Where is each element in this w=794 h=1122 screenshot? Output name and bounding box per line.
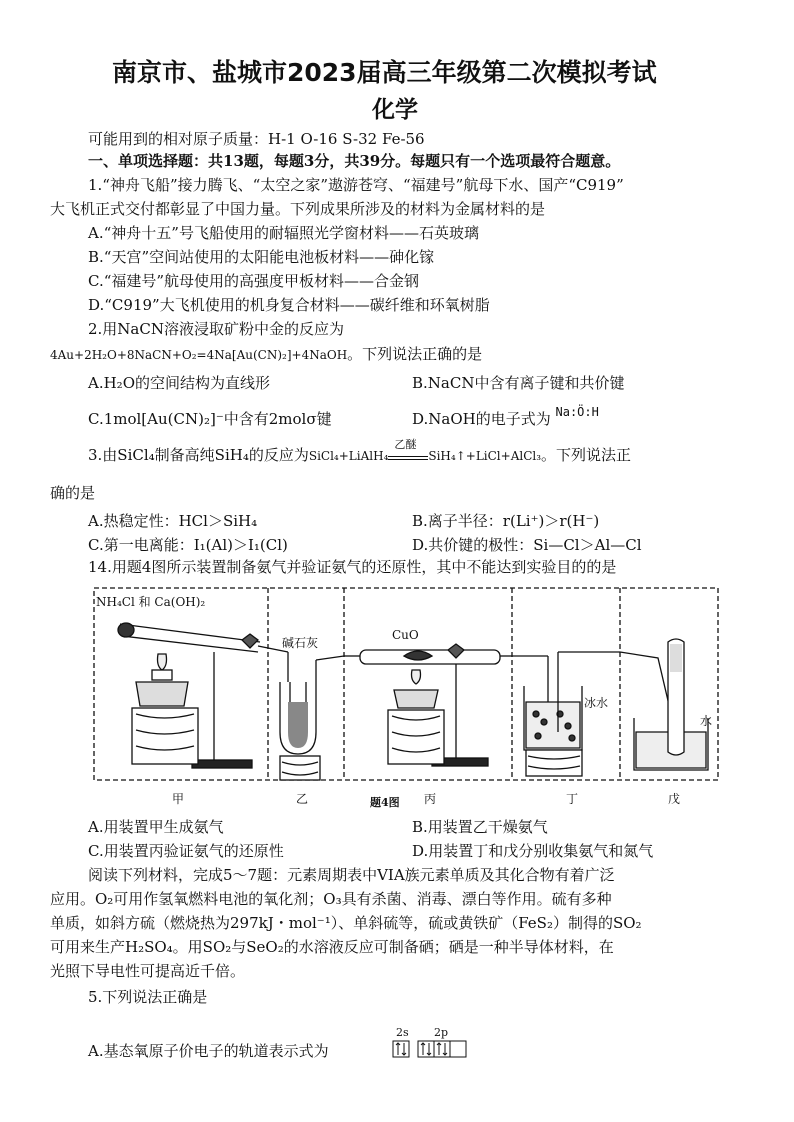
label-water: 水: [700, 714, 713, 728]
label-ice-water: 冰水: [584, 696, 609, 710]
q4-stem: 14.用题4图所示装置制备氨气并验证氨气的还原性，其中不能达到实验目的的是: [88, 558, 617, 576]
q3-stem-tail: 。下列说法正: [541, 446, 632, 464]
q4-option-d: D.用装置丁和戊分别收集氨气和氮气: [412, 842, 654, 860]
q3-stem-text: 3.由SiCl₄制备高纯SiH₄的反应为: [88, 446, 309, 464]
q1-option-a: A.“神舟十五”号飞船使用的耐辐照光学窗材料——石英玻璃: [88, 224, 479, 242]
label-bing: 丙: [424, 792, 437, 806]
q3-option-d: D.共价键的极性：Si—Cl＞Al—Cl: [412, 536, 642, 554]
passage-line5: 光照下导电性可提高近千倍。: [50, 962, 246, 980]
label-wu: 戊: [668, 792, 681, 806]
orbital-boxes: [392, 1040, 468, 1058]
q2-equation-text: 4Au+2H₂O+8NaCN+O₂=4Na[Au(CN)₂]+4NaOH: [50, 348, 348, 362]
q4-option-a: A.用装置甲生成氨气: [88, 818, 224, 836]
q3-option-b: B.离子半径：r(Li⁺)＞r(H⁻): [412, 512, 600, 530]
q5-option-a: A.基态氧原子价电子的轨道表示式为: [88, 1042, 329, 1060]
apparatus-figure: [92, 582, 724, 810]
q5-stem: 5.下列说法正确是: [88, 988, 208, 1006]
passage-line3: 单质，如斜方硫（燃烧热为297kJ・mol⁻¹）、单斜硫等，硫或黄铁矿（FeS₂）制得的SO₂: [50, 914, 642, 932]
q2-option-d-text: D.NaOH的电子式为: [412, 410, 551, 428]
q3-condition: 乙醚: [394, 438, 417, 451]
orbital-2s-label: 2s: [396, 1026, 409, 1039]
label-ding: 丁: [566, 792, 579, 806]
q2-option-d: [412, 405, 599, 429]
section-heading: 一、单项选择题：共13题，每题3分，共39分。每题只有一个选项最符合题意。: [88, 152, 621, 170]
orbital-2p-label: 2p: [434, 1026, 449, 1039]
label-jia: 甲: [172, 792, 185, 806]
q4-option-b: B.用装置乙干燥氨气: [412, 818, 548, 836]
q2-option-d-formula: Na:Ö:H: [555, 405, 599, 419]
subject-title: 化学: [372, 97, 418, 123]
q3-option-c: C.第一电离能：I₁(Al)＞I₁(Cl): [88, 536, 288, 554]
figure-caption: 题4图: [370, 796, 400, 809]
q1-option-d: D.“C919”大飞机使用的机身复合材料——碳纤维和环氧树脂: [88, 296, 490, 314]
q1-stem-line2: 大飞机正式交付都彰显了中国力量。下列成果所涉及的材料为金属材料的是: [50, 200, 546, 218]
q3-option-a: A.热稳定性：HCl＞SiH₄: [88, 512, 258, 530]
q2-option-b: B.NaCN中含有离子键和共价键: [412, 374, 625, 392]
label-cuo: CuO: [392, 628, 419, 642]
page-title: 南京市、盐城市2023届高三年级第二次模拟考试: [112, 58, 657, 87]
q1-option-b: B.“天宫”空间站使用的太阳能电池板材料——砷化镓: [88, 248, 435, 266]
passage-line2: 应用。O₂可用作氢氧燃料电池的氧化剂；O₃具有杀菌、消毒、漂白等作用。硫有多种: [50, 890, 612, 908]
q2-equation: [50, 345, 482, 364]
orbital-diagram: [382, 1024, 470, 1064]
label-reagent: NH₄Cl 和 Ca(OH)₂: [96, 595, 206, 609]
passage-line1: 阅读下列材料，完成5～7题：元素周期表中VIA族元素单质及其化合物有着广泛: [88, 866, 615, 884]
q2-option-a: A.H₂O的空间结构为直线形: [88, 374, 270, 392]
q3-stem-line1: [88, 438, 632, 465]
q2-stem-line1: 2.用NaCN溶液浸取矿粉中金的反应为: [88, 320, 344, 338]
q1-option-c: C.“福建号”航母使用的高强度甲板材料——合金钢: [88, 272, 420, 290]
q1-stem-line1: 1.“神舟飞船”接力腾飞、“太空之家”遨游苍穹、“福建号”航母下水、国产“C919”: [88, 176, 624, 194]
q3-stem-line2: 确的是: [50, 484, 96, 502]
q3-equation-left: SiCl₄+LiAlH₄: [308, 449, 389, 463]
q2-option-c: C.1mol[Au(CN)₂]⁻中含有2molσ键: [88, 410, 332, 428]
q3-equation-right: SiH₄↑+LiCl+AlCl₃: [428, 449, 542, 463]
q4-option-c: C.用装置丙验证氨气的还原性: [88, 842, 284, 860]
q2-stem-line2: 。下列说法正确的是: [347, 345, 483, 363]
label-yi: 乙: [296, 792, 309, 806]
atomic-masses: 可能用到的相对原子质量：H-1 O-16 S-32 Fe-56: [88, 130, 425, 148]
q3-reaction-arrow: [388, 438, 428, 460]
passage-line4: 可用来生产H₂SO₄。用SO₂与SeO₂的水溶液反应可制备硒；硒是一种半导体材料，在: [50, 938, 614, 956]
label-soda-lime: 碱石灰: [282, 636, 319, 650]
